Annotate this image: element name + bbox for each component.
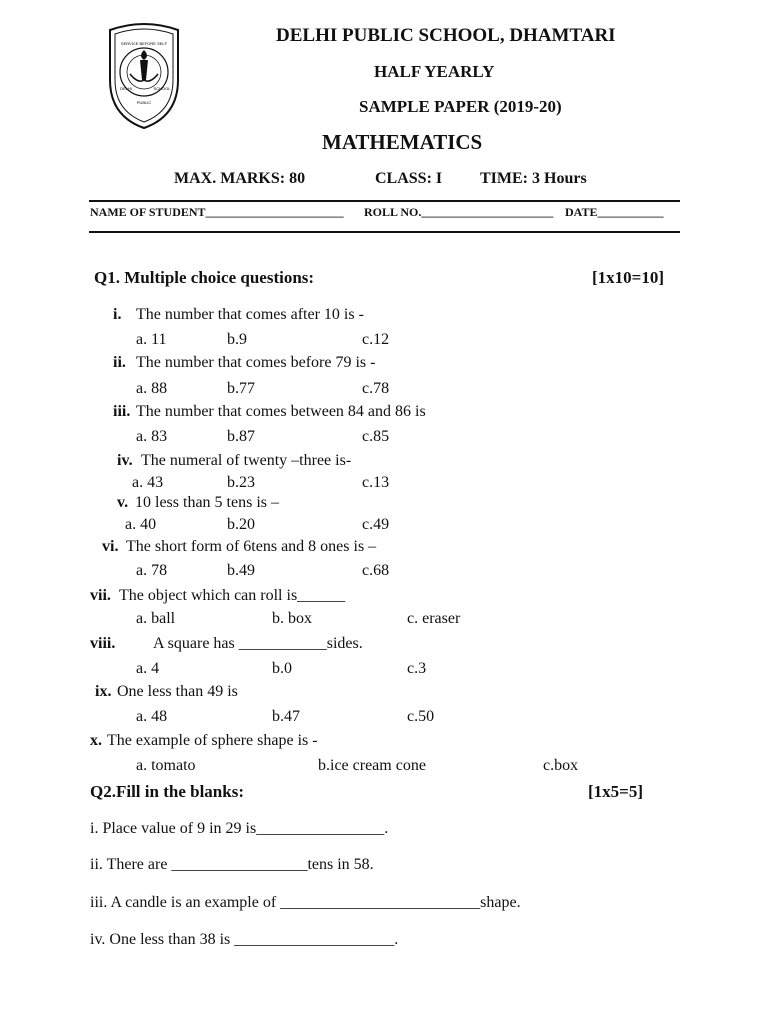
- q2-item: i. Place value of 9 in 29 is________________.: [90, 820, 389, 837]
- q1-option-a: a. 83: [136, 428, 168, 445]
- logo-motto: SERVICE BEFORE SELF: [120, 41, 168, 46]
- q1-option-a: a. 88: [136, 380, 168, 397]
- q2-item: iii. A candle is an example of _________________________shape.: [90, 894, 521, 911]
- logo-text-delhi: DELHI: [120, 86, 132, 91]
- q1-item-num: iii.: [113, 403, 131, 420]
- q1-item-text: The number that comes before 79 is -: [136, 354, 376, 371]
- q1-item-num: v.: [117, 494, 129, 511]
- q1-item-text: The numeral of twenty –three is-: [141, 452, 352, 469]
- q1-option-b: b.23: [227, 474, 255, 491]
- q1-item-num: i.: [113, 306, 122, 323]
- q1-item-text: The number that comes after 10 is -: [136, 306, 364, 323]
- q1-item-num: ix.: [95, 683, 112, 700]
- q1-item-num: x.: [90, 732, 102, 749]
- q1-option-b: b. box: [272, 610, 312, 627]
- q1-option-a: a. 48: [136, 708, 168, 725]
- q2-marks: [1x5=5]: [588, 782, 644, 801]
- q1-item-text: The example of sphere shape is -: [107, 732, 318, 749]
- q1-option-c: c.50: [407, 708, 435, 725]
- time-label: TIME: 3 Hours: [480, 170, 587, 187]
- q1-option-b: b.20: [227, 516, 255, 533]
- q1-item-num: vii.: [90, 587, 111, 604]
- q1-option-b: b.9: [227, 331, 247, 348]
- paper-title: SAMPLE PAPER (2019-20): [359, 97, 562, 116]
- q1-option-a: a. 4: [136, 660, 160, 677]
- q1-option-a: a. tomato: [136, 757, 196, 774]
- q1-marks: [1x10=10]: [592, 268, 665, 287]
- logo-text-school: SCHOOL: [153, 86, 171, 91]
- q1-option-c: c.3: [407, 660, 427, 677]
- q1-option-c: c.49: [362, 516, 390, 533]
- q1-item-num: iv.: [117, 452, 133, 469]
- q1-item-text: 10 less than 5 tens is –: [135, 494, 279, 511]
- q1-item-text: The number that comes between 84 and 86 is: [136, 403, 426, 420]
- q1-option-c: c.13: [362, 474, 390, 491]
- q1-option-b: b.47: [272, 708, 300, 725]
- q1-option-b: b.77: [227, 380, 255, 397]
- q1-option-a: a. 40: [125, 516, 157, 533]
- logo-text-public: PUBLIC: [136, 100, 152, 105]
- q1-option-c: c.68: [362, 562, 390, 579]
- q1-option-a: a. ball: [136, 610, 176, 627]
- roll-no-field: ROLL NO.______________________: [364, 205, 554, 219]
- q1-option-b: b.0: [272, 660, 292, 677]
- school-name: DELHI PUBLIC SCHOOL, DHAMTARI: [276, 25, 616, 46]
- exam-name: HALF YEARLY: [374, 62, 495, 81]
- q1-option-b: b.49: [227, 562, 255, 579]
- q1-option-a: a. 11: [136, 331, 167, 348]
- class-label: CLASS: I: [375, 170, 443, 187]
- q1-item-num: ii.: [113, 354, 126, 371]
- q1-item-num: vi.: [102, 538, 119, 555]
- q1-item-text: A square has ___________sides.: [153, 635, 363, 652]
- q2-item: ii. There are _________________tens in 58.: [90, 856, 374, 873]
- divider-bottom: [89, 231, 680, 233]
- q1-option-c: c. eraser: [407, 610, 461, 627]
- q1-option-a: a. 43: [132, 474, 164, 491]
- q1-item-text: The short form of 6tens and 8 ones is –: [126, 538, 377, 555]
- q1-option-a: a. 78: [136, 562, 168, 579]
- q1-option-c: c.78: [362, 380, 390, 397]
- subject-title: MATHEMATICS: [322, 130, 483, 154]
- q1-option-c: c.85: [362, 428, 390, 445]
- school-logo-icon: [104, 20, 184, 132]
- q2-item: iv. One less than 38 is ____________________.: [90, 931, 399, 948]
- q1-option-b: b.87: [227, 428, 255, 445]
- q1-option-b: b.ice cream cone: [318, 757, 426, 774]
- date-field: DATE___________: [565, 205, 664, 219]
- q1-title: Q1. Multiple choice questions:: [94, 268, 315, 287]
- q1-item-text: The object which can roll is______: [119, 587, 346, 604]
- q1-item-num: viii.: [90, 635, 116, 652]
- divider-top: [89, 200, 680, 202]
- q1-option-c: c.box: [543, 757, 579, 774]
- q1-item-text: One less than 49 is: [117, 683, 238, 700]
- student-name-field: NAME OF STUDENT_______________________: [90, 205, 344, 219]
- max-marks: MAX. MARKS: 80: [174, 170, 306, 187]
- q2-title: Q2.Fill in the blanks:: [90, 782, 244, 801]
- q1-option-c: c.12: [362, 331, 390, 348]
